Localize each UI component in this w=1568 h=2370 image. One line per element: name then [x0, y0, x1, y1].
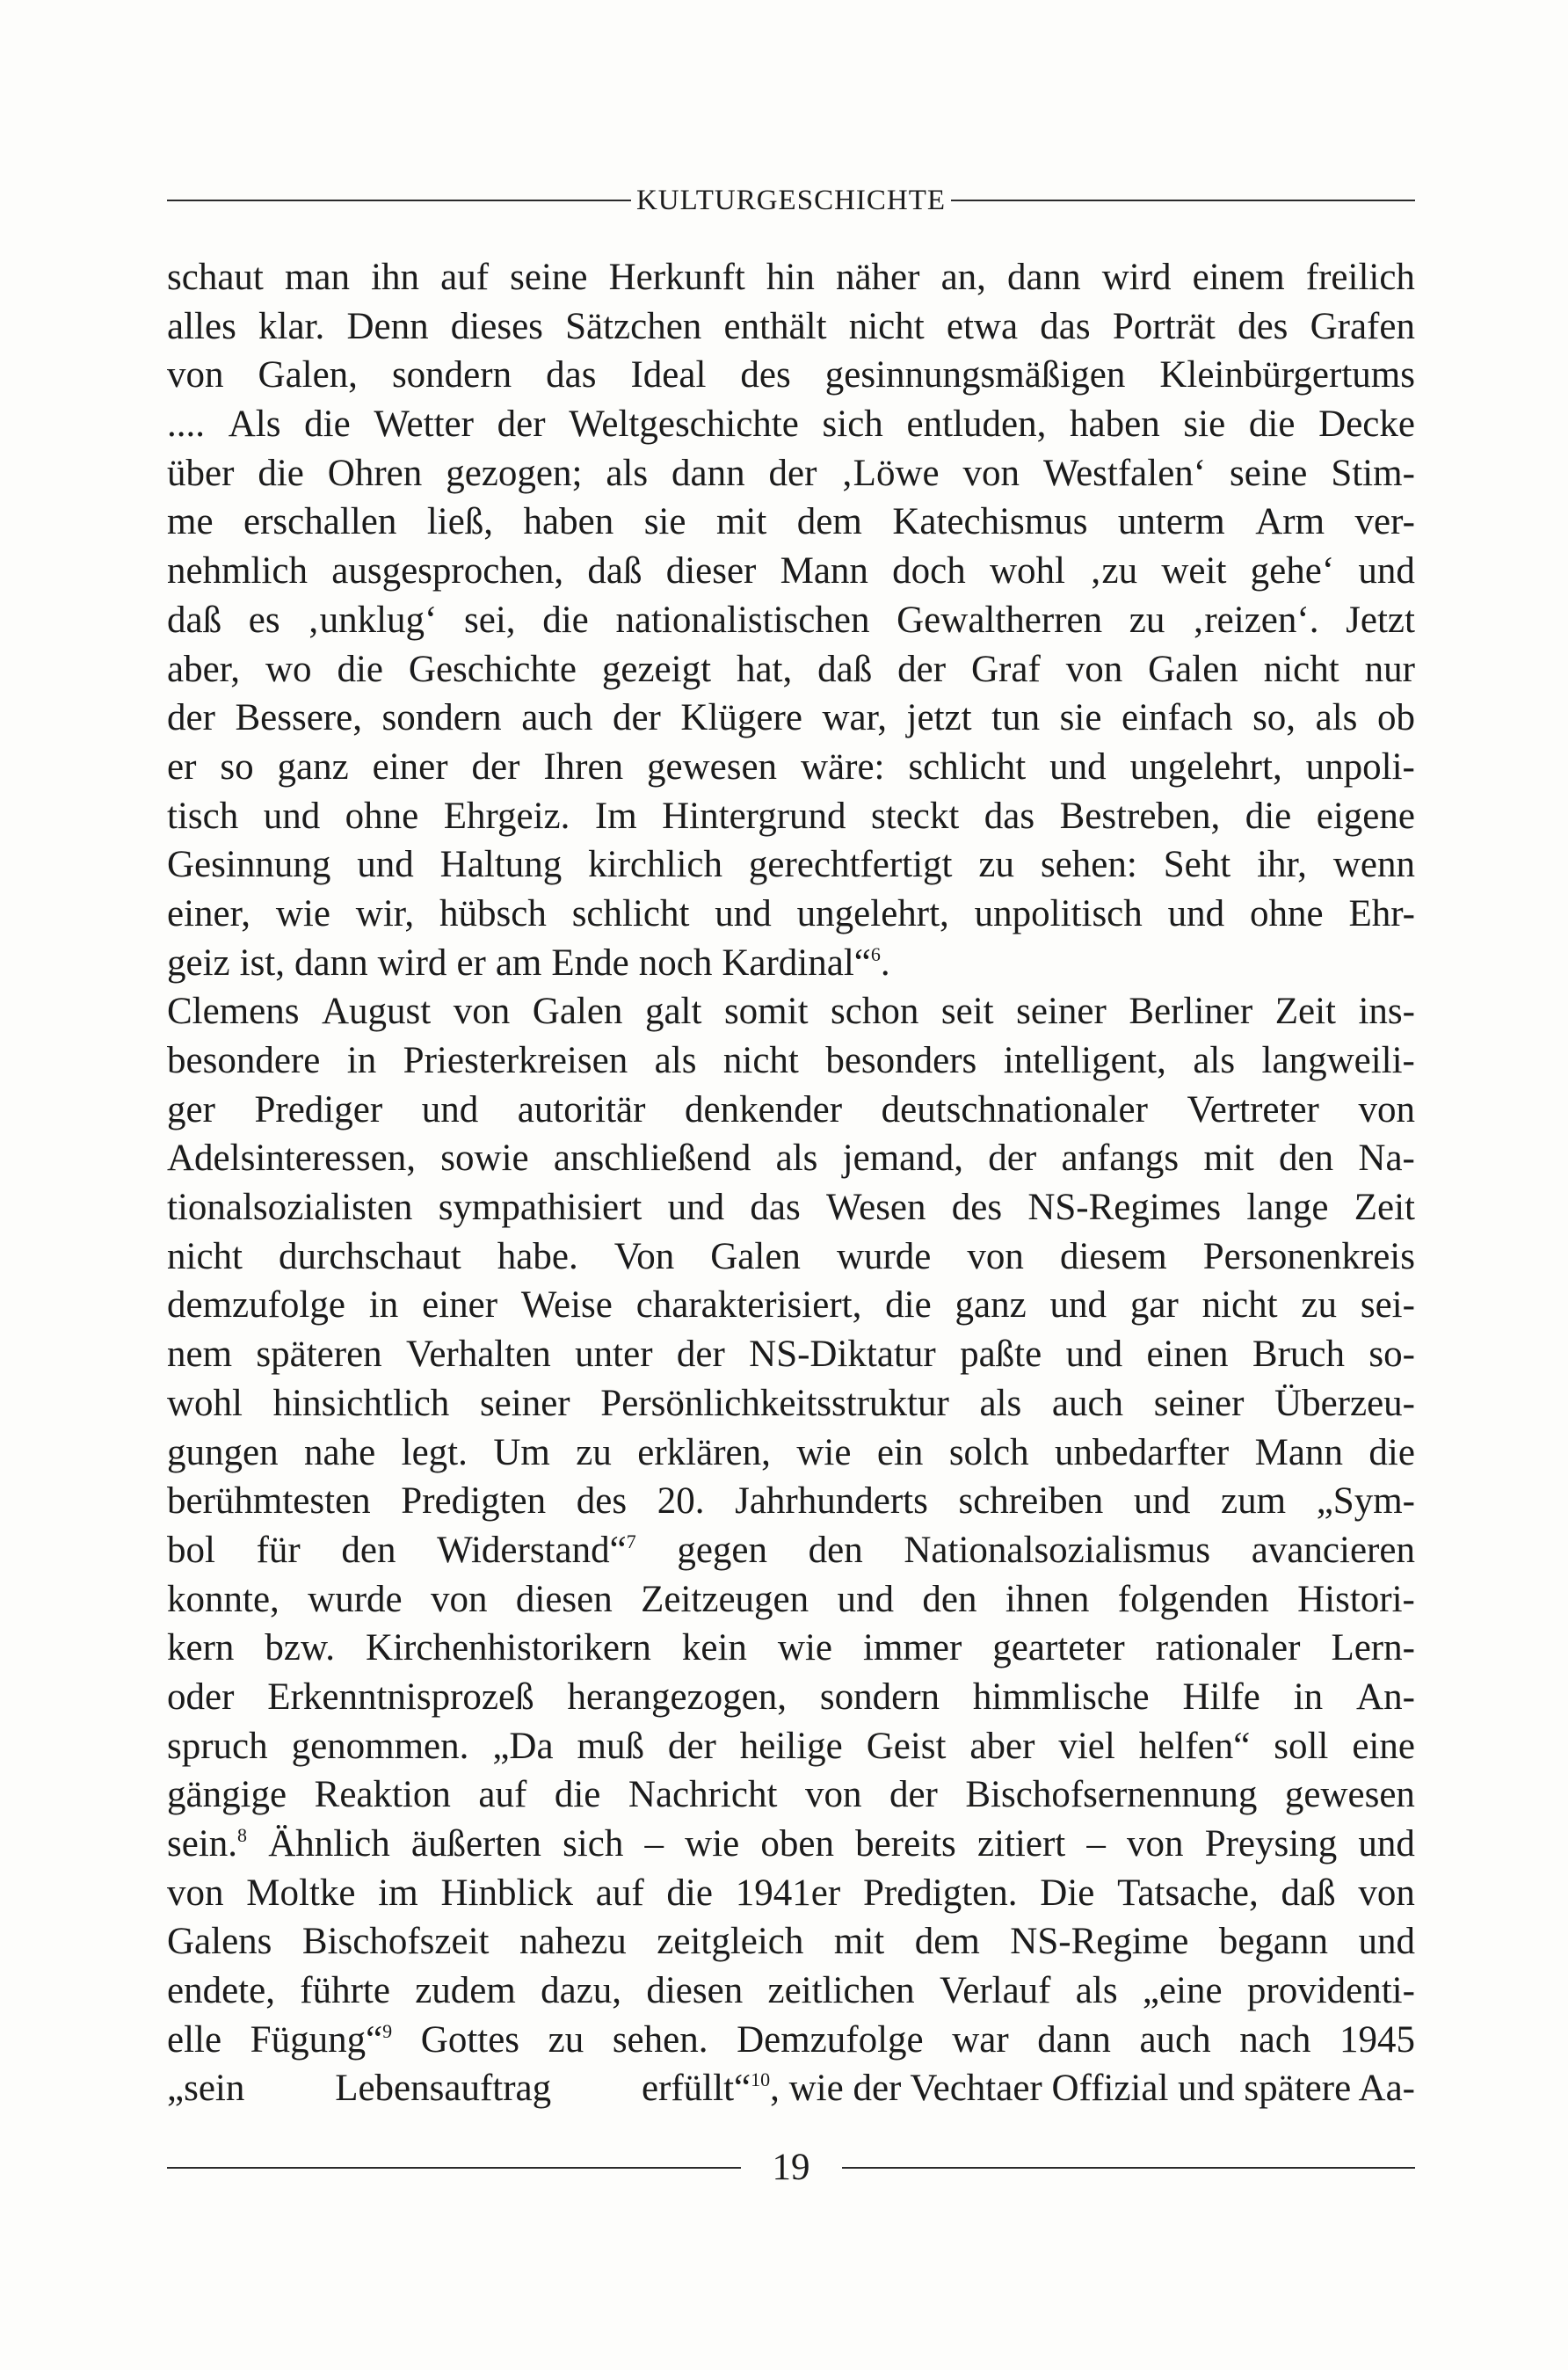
- text-line: aber, wo die Geschichte gezeigt hat, daß der Graf von Galen nicht nur: [167, 648, 1415, 690]
- text-line: Adelsinteressen, sowie anschließend als jemand, der anfangs mit den Na-: [167, 1138, 1415, 1180]
- text-line: „sein Lebensauftrag erfüllt“$^{10}$, wie der Vechtaer Offizial und spätere Aa-: [167, 2068, 1415, 2110]
- page-footer: [167, 2143, 1415, 2192]
- text-line: geiz ist, dann wird er am Ende noch Kardinal“$^6$.: [167, 941, 890, 984]
- text-line: sein.$^8$ Ähnlich äußerten sich – wie oben bereits zitiert – von Preysing und: [167, 1823, 1415, 1865]
- text-line: Clemens August von Galen galt somit schon seit seiner Berliner Zeit ins-: [167, 991, 1415, 1033]
- text-line: der Bessere, sondern auch der Klügere war, jetzt tun sie einfach so, als ob: [167, 697, 1415, 739]
- text-line: berühmtesten Predigten des 20. Jahrhunderts schreiben und zum „Sym-: [167, 1480, 1415, 1523]
- page-number: 19: [772, 2147, 810, 2188]
- text-line: tionalsozialisten sympathisiert und das Wesen des NS-Regimes lange Zeit: [167, 1187, 1415, 1229]
- text-line: gängige Reaktion auf die Nachricht von der Bischofsernennung gewesen: [167, 1774, 1415, 1816]
- text-line: me erschallen ließ, haben sie mit dem Katechismus unterm Arm ver-: [167, 501, 1415, 543]
- text-line: spruch genommen. „Da muß der heilige Geist aber viel helfen“ soll eine: [167, 1725, 1415, 1767]
- text-line: ger Prediger und autoritär denkender deutschnationaler Vertreter von: [167, 1088, 1415, 1130]
- text-line: elle Fügung“$^9$ Gottes zu sehen. Demzufolge war dann auch nach 1945: [167, 2018, 1415, 2061]
- text-line: besondere in Priesterkreisen als nicht besonders intelligent, als langweili-: [167, 1040, 1415, 1081]
- text-line: .... Als die Wetter der Weltgeschichte sich entluden, haben sie die Decke: [167, 403, 1415, 446]
- text-line: von Galen, sondern das Ideal des gesinnungsmäßigen Kleinbürgertums: [167, 354, 1415, 396]
- text-line: nehmlich ausgesprochen, daß dieser Mann doch wohl ‚zu weit gehe‘ und: [167, 550, 1415, 592]
- text-line: alles klar. Denn dieses Sätzchen enthält nicht etwa das Porträt des Grafen: [167, 305, 1415, 347]
- text-line: Galens Bischofszeit nahezu zeitgleich mit dem NS-Regime begann und: [167, 1921, 1415, 1963]
- text-line: schaut man ihn auf seine Herkunft hin näher an, dann wird einem freilich: [167, 257, 1415, 298]
- text-line: bol für den Widerstand“$^7$ gegen den Nationalsozialismus avancieren: [167, 1529, 1415, 1571]
- text-line: gungen nahe legt. Um zu erklären, wie ein solch unbedarfter Mann die: [167, 1431, 1415, 1473]
- header-rule-right: [951, 200, 1415, 201]
- running-header: [167, 181, 1415, 220]
- text-line: er so ganz einer der Ihren gewesen wäre: schlicht und ungelehrt, unpoli-: [167, 745, 1415, 788]
- text-line: konnte, wurde von diesen Zeitzeugen und den ihnen folgenden Histori-: [167, 1578, 1415, 1620]
- text-line: über die Ohren gezogen; als dann der ‚Löwe von Westfalen‘ seine Stim-: [167, 452, 1415, 494]
- text-line: von Moltke im Hinblick auf die 1941er Predigten. Die Tatsache, daß von: [167, 1872, 1415, 1914]
- header-rule-left: [167, 200, 631, 201]
- footer-rule-right: [842, 2167, 1416, 2169]
- text-line: endete, führte zudem dazu, diesen zeitlichen Verlauf als „eine providenti-: [167, 1970, 1415, 2012]
- text-line: oder Erkenntnisprozeß herangezogen, sondern himmlische Hilfe in An-: [167, 1676, 1415, 1718]
- running-title: KULTURGESCHICHTE: [635, 185, 947, 216]
- text-line: nicht durchschaut habe. Von Galen wurde von diesem Personenkreis: [167, 1235, 1415, 1277]
- text-line: demzufolge in einer Weise charakterisiert, die ganz und gar nicht zu sei-: [167, 1284, 1415, 1327]
- text-line: daß es ‚unklug‘ sei, die nationalistischen Gewaltherren zu ‚reizen‘. Jetzt: [167, 599, 1415, 641]
- text-line: wohl hinsichtlich seiner Persönlichkeitsstruktur als auch seiner Überzeu-: [167, 1382, 1415, 1424]
- text-line: nem späteren Verhalten unter der NS-Diktatur paßte und einen Bruch so-: [167, 1334, 1415, 1376]
- body-text: [167, 253, 1415, 2113]
- footer-rule-left: [167, 2167, 741, 2169]
- text-line: kern bzw. Kirchenhistorikern kein wie immer gearteter rationaler Lern-: [167, 1627, 1415, 1669]
- text-line: einer, wie wir, hübsch schlicht und ungelehrt, unpolitisch und ohne Ehr-: [167, 892, 1415, 934]
- text-line: Gesinnung und Haltung kirchlich gerechtfertigt zu sehen: Seht ihr, wenn: [167, 844, 1415, 886]
- text-line: tisch und ohne Ehrgeiz. Im Hintergrund steckt das Bestreben, die eigene: [167, 795, 1415, 837]
